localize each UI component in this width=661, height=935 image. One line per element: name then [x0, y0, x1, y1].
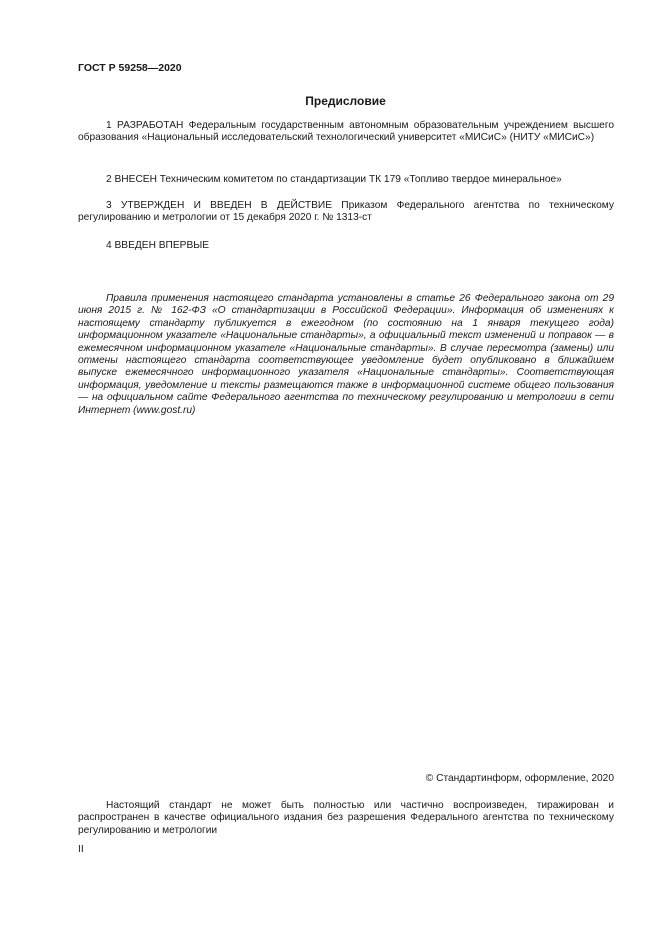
document-header: ГОСТ Р 59258—2020	[78, 62, 182, 74]
reproduction-notice: Настоящий стандарт не может быть полностью или частично воспроизведен, тиражирован и распространен в качестве официального издания без разрешения Федерального агентства по техническому регулированию и метрологии	[78, 800, 614, 836]
copyright-notice: © Стандартинформ, оформление, 2020	[425, 773, 614, 784]
foreword-item-4: 4 ВВЕДЕН ВПЕРВЫЕ	[106, 240, 210, 251]
page-title: Предисловие	[305, 94, 386, 108]
rules-note: Правила применения настоящего стандарта установлены в статье 26 Федерального закона от 29 июня 2015 г. № 162-ФЗ «О стандартизации в Российской Федерации». Информация об изменениях к настоящему стандарту публикуется в ежегодном (по состоянию на 1 января текущего года) информационном указателе «Национальные стандарты», а официальный текст изменений и поправок — в ежемесячном информационном указателе «Национальные стандарты». В случае пересмотра (замены) или отмены настоящего стандарта соответствующее уведомление будет опубликовано в ближайшем выпуске ежемесячного информационного указателя «Национальные стандарты». Соответствующая информация, уведомление и тексты размещаются также в информационной системе общего пользования — на официальном сайте Федерального агентства по техническому регулированию и метрологии в сети Интернет (www.gost.ru)	[78, 293, 614, 416]
foreword-item-1: 1 РАЗРАБОТАН Федеральным государственным автономным образовательным учреждением высшего образования «Национальный исследовательский технологический университет «МИСиС» (НИТУ «МИСиС»)	[78, 120, 614, 144]
foreword-item-3: 3 УТВЕРЖДЕН И ВВЕДЕН В ДЕЙСТВИЕ Приказом Федерального агентства по техническому регулированию и метрологии от 15 декабря 2020 г. № 1313-ст	[78, 200, 614, 224]
page-number: II	[78, 844, 84, 855]
foreword-item-2: 2 ВНЕСЕН Техническим комитетом по стандартизации ТК 179 «Топливо твердое минеральное»	[106, 174, 562, 185]
